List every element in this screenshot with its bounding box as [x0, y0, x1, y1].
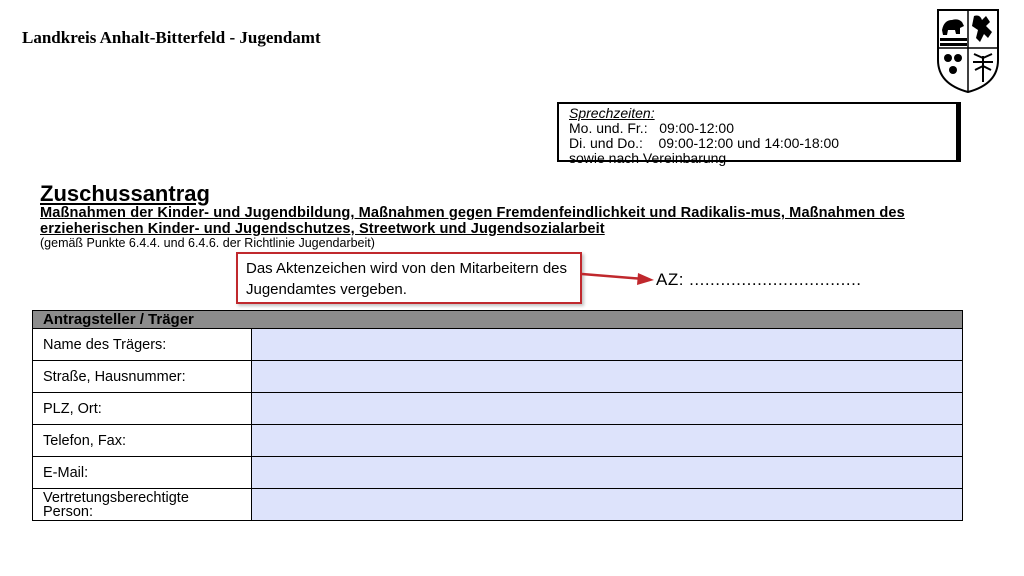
page-title: Landkreis Anhalt-Bitterfeld - Jugendamt — [22, 28, 321, 47]
table-row — [33, 329, 963, 361]
form-subtitle: Maßnahmen der Kinder- und Jugendbildung, Maßnahmen gegen Fremdenfeindlichkeit und Radikalis-mus, Maßnahmen des erzieherischen Kinder- und Jugendschutzes, Streetwork und Jugendsozialarbeit — [40, 205, 905, 237]
row-label: PLZ, Ort: — [33, 393, 252, 425]
office-hours-row: Mo. und. Fr.: 09:00-12:00 — [569, 120, 734, 136]
table-header-row — [33, 311, 963, 329]
office-hours-row: sowie nach Vereinbarung — [569, 150, 727, 166]
table-row — [33, 457, 963, 489]
zip-city-field[interactable] — [252, 393, 963, 425]
row-label: Telefon, Fax: — [33, 425, 252, 457]
table-header: Antragsteller / Träger — [33, 311, 963, 329]
table-row — [33, 361, 963, 393]
coat-of-arms-icon — [936, 8, 1000, 94]
table-row — [33, 425, 963, 457]
office-hours-box — [557, 102, 961, 166]
office-hours-row: Di. und Do.: 09:00-12:00 und 14:00-18:00 — [569, 135, 840, 151]
table-row — [33, 393, 963, 425]
row-label: Name des Trägers: — [33, 329, 252, 361]
row-label: Straße, Hausnummer: — [33, 361, 252, 393]
arrow-right-icon — [582, 268, 656, 288]
email-field[interactable] — [252, 457, 963, 489]
phone-fax-field[interactable] — [252, 425, 963, 457]
table-row — [33, 489, 963, 521]
representative-field[interactable] — [252, 489, 963, 521]
form-title: Zuschussantrag — [40, 181, 210, 206]
form-note: (gemäß Punkte 6.4.4. und 6.4.6. der Richtlinie Jugendarbeit) — [40, 236, 375, 250]
office-hours-heading: Sprechzeiten: — [569, 105, 655, 121]
street-field[interactable] — [252, 361, 963, 393]
callout-box: Das Aktenzeichen wird von den Mitarbeitern des Jugendamtes vergeben. — [236, 252, 582, 304]
applicant-table — [32, 310, 963, 521]
row-label: E-Mail: — [33, 457, 252, 489]
file-number-field: AZ: ................................. — [656, 270, 862, 289]
name-field[interactable] — [252, 329, 963, 361]
row-label: Vertretungsberechtigte Person: — [33, 489, 252, 521]
